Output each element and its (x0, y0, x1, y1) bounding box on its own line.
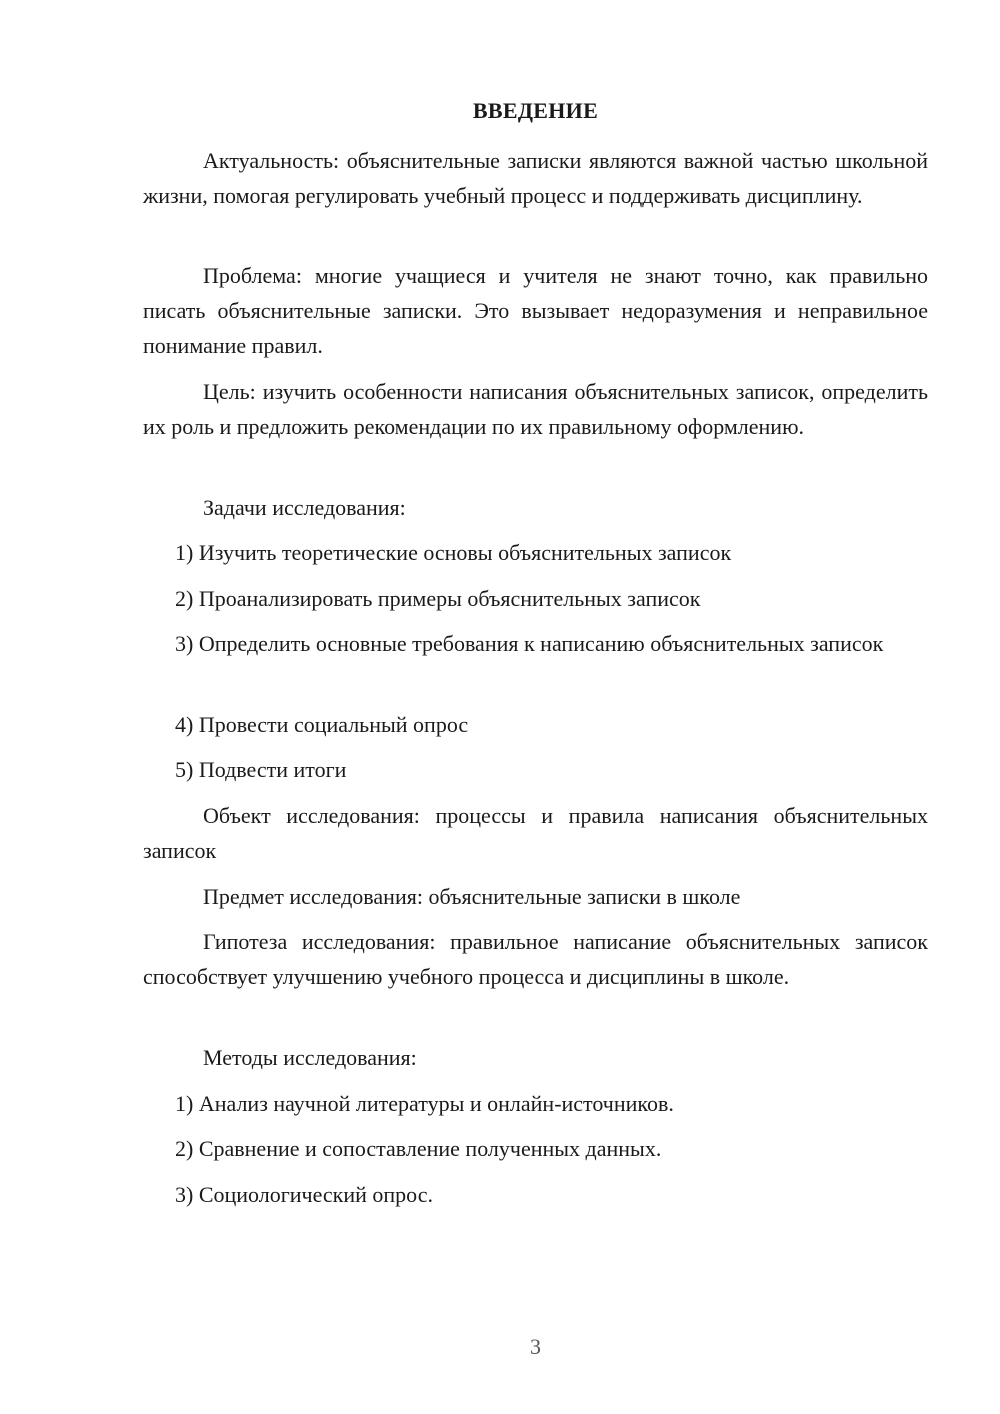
task-item: 5) Подвести итоги (175, 757, 347, 782)
methods-heading: Методы исследования: (203, 1045, 417, 1070)
hypothesis-paragraph: Гипотеза исследования: правильное написание объяснительных записок способствует улучшению учебного процесса и дисциплины в школе. (143, 929, 928, 989)
page-title: ВВЕДЕНИЕ (472, 98, 599, 123)
method-item: 2) Сравнение и сопоставление полученных данных. (175, 1136, 662, 1161)
method-item: 1) Анализ научной литературы и онлайн-источников. (175, 1091, 674, 1116)
task-item: 1) Изучить теоретические основы объяснительных записок (175, 540, 732, 565)
relevance-paragraph: Актуальность: объяснительные записки являются важной частью школьной жизни, помогая регулировать учебный процесс и поддерживать дисциплину. (143, 148, 928, 208)
problem-paragraph: Проблема: многие учащиеся и учителя не знают точно, как правильно писать объяснительные записки. Это вызывает недоразумения и неправильное понимание правил. (143, 263, 928, 358)
task-item: 2) Проанализировать примеры объяснительных записок (175, 586, 701, 611)
object-paragraph: Объект исследования: процессы и правила написания объяснительных записок (143, 803, 928, 863)
page-number: 3 (530, 1334, 541, 1359)
document-page (143, 0, 928, 1414)
tasks-heading: Задачи исследования: (203, 495, 406, 520)
task-item: 3) Определить основные требования к написанию объяснительных записок (175, 631, 884, 656)
subject-paragraph: Предмет исследования: объяснительные записки в школе (203, 884, 741, 909)
task-item: 4) Провести социальный опрос (175, 712, 469, 737)
method-item: 3) Социологический опрос. (175, 1182, 433, 1207)
goal-paragraph: Цель: изучить особенности написания объяснительных записок, определить их роль и предложить рекомендации по их правильному оформлению. (143, 379, 928, 439)
